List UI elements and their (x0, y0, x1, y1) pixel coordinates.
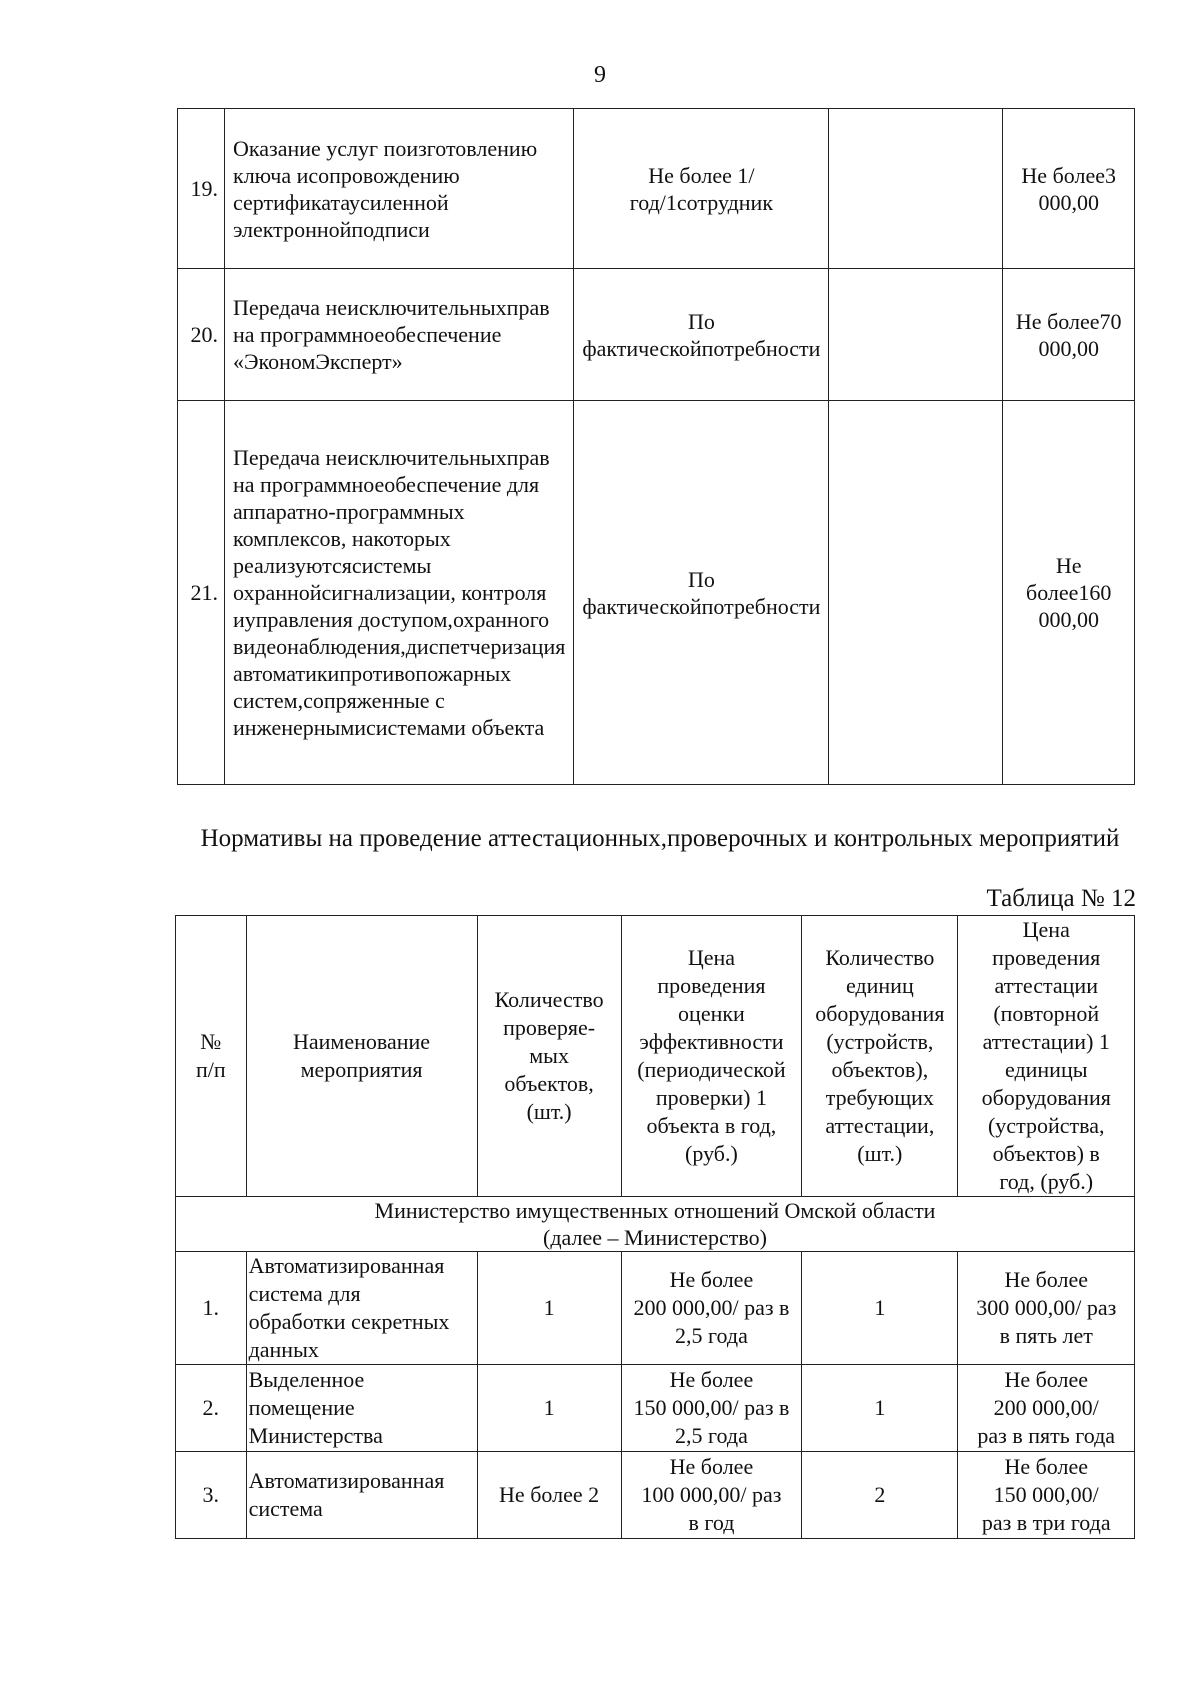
attest-price: Не более 150 000,00/ раз в три года (958, 1452, 1135, 1539)
objects-count: Не более 2 (477, 1452, 621, 1539)
eval-price: Не более 100 000,00/ раз в год (621, 1452, 802, 1539)
table-label: Таблица № 12 (986, 885, 1136, 912)
services-table (177, 108, 1135, 785)
ministry-section: Министерство имущественных отношений Омской области (далее – Министерство) (176, 1197, 1135, 1252)
row-number: 20. (178, 269, 225, 401)
header-number: № п/п (176, 916, 247, 1197)
event-name: Автоматизированная система для обработки секретных данных (246, 1252, 477, 1365)
service-price: Не более160 000,00 (1003, 401, 1135, 785)
units-count: 2 (802, 1452, 958, 1539)
table-row (178, 401, 1135, 785)
table-header-row (176, 916, 1135, 1197)
header-name: Наименование мероприятия (246, 916, 477, 1197)
service-price: Не более70 000,00 (1003, 269, 1135, 401)
service-name: Оказание услуг поизготовлению ключа исопровождению сертификатаусиленной электроннойподписи (225, 109, 574, 269)
service-price: Не более3 000,00 (1003, 109, 1135, 269)
empty-cell (829, 401, 1003, 785)
event-name: Автоматизированная система (246, 1452, 477, 1539)
service-name: Передача неисключительныхправ на программноеобеспечение для аппаратно-программных комплексов, накоторых реализуютсясистемы охраннойсигнализации, контроля иуправления доступом,охранного видеонаблюдения,диспетчеризация автоматикипротивопожарных систем,сопряженные с инженернымисистемами объекта (225, 401, 574, 785)
table-row (176, 1365, 1135, 1452)
table-row (178, 109, 1135, 269)
row-number: 2. (176, 1365, 247, 1452)
header-attest-price: Цена проведения аттестации (повторной аттестации) 1 единицы оборудования (устройства, объектов) в год, (руб.) (958, 916, 1135, 1197)
empty-cell (829, 269, 1003, 401)
attest-price: Не более 200 000,00/ раз в пять года (958, 1365, 1135, 1452)
units-count: 1 (802, 1365, 958, 1452)
row-number: 21. (178, 401, 225, 785)
eval-price: Не более 150 000,00/ раз в 2,5 года (621, 1365, 802, 1452)
service-name: Передача неисключительныхправ на программноеобеспечение «ЭкономЭксперт» (225, 269, 574, 401)
empty-cell (829, 109, 1003, 269)
table-row (176, 1252, 1135, 1365)
header-units: Количество единиц оборудования (устройств, объектов), требующих аттестации, (шт.) (802, 916, 958, 1197)
table-row (178, 269, 1135, 401)
section-row (176, 1197, 1135, 1252)
row-number: 19. (178, 109, 225, 269)
event-name: Выделенное помещение Министерства (246, 1365, 477, 1452)
units-count: 1 (802, 1252, 958, 1365)
header-objects: Количество проверяе- мых объектов, (шт.) (477, 916, 621, 1197)
header-eval-price: Цена проведения оценки эффективности (периодической проверки) 1 объекта в год, (руб.) (621, 916, 802, 1197)
service-quantity: По фактическойпотребности (574, 269, 829, 401)
row-number: 3. (176, 1452, 247, 1539)
attest-price: Не более 300 000,00/ раз в пять лет (958, 1252, 1135, 1365)
page-number: 9 (594, 62, 606, 88)
service-quantity: Не более 1/год/1сотрудник (574, 109, 829, 269)
attestation-table (175, 915, 1135, 1539)
table-row (176, 1452, 1135, 1539)
eval-price: Не более 200 000,00/ раз в 2,5 года (621, 1252, 802, 1365)
service-quantity: По фактическойпотребности (574, 401, 829, 785)
objects-count: 1 (477, 1252, 621, 1365)
row-number: 1. (176, 1252, 247, 1365)
section-heading: Нормативы на проведение аттестационных,проверочных и контрольных мероприятий (200, 825, 1120, 852)
objects-count: 1 (477, 1365, 621, 1452)
